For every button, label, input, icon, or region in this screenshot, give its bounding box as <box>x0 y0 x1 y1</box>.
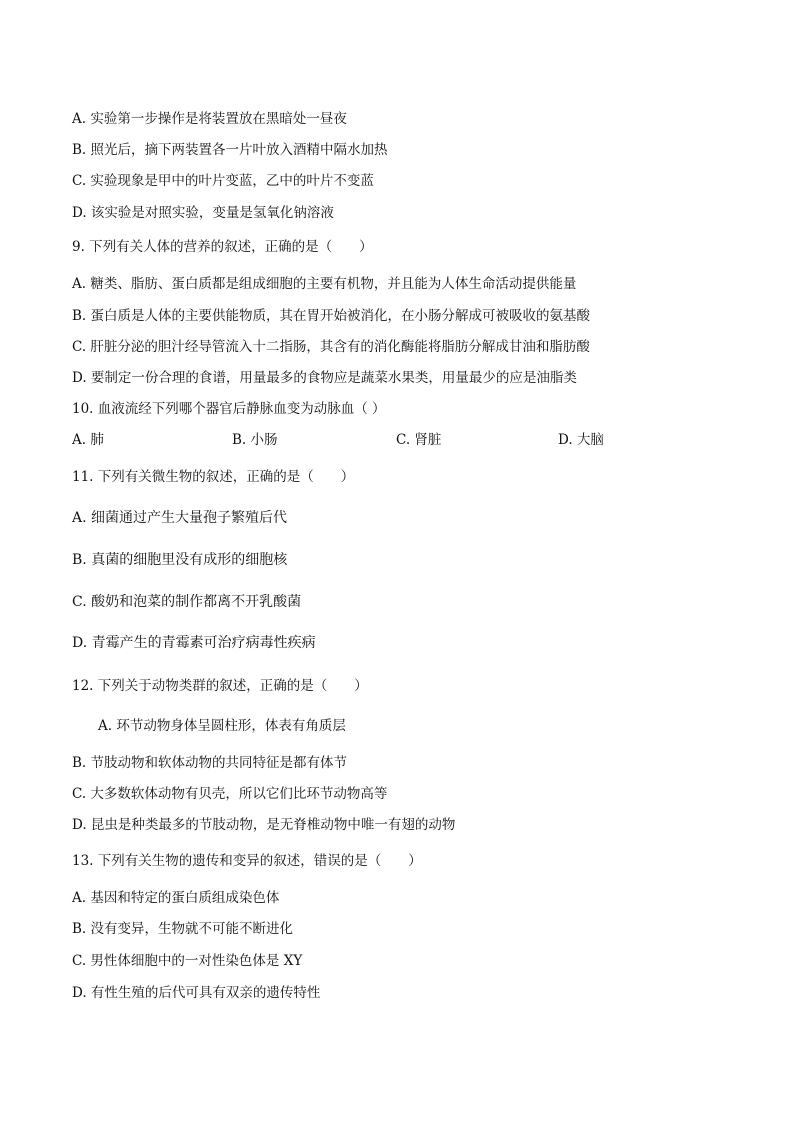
q11-option-d: D. 青霉产生的青霉素可治疗病毒性疾病 <box>72 635 316 651</box>
q10-option-c: C. 肾脏 <box>396 432 442 448</box>
q11-stem: 11. 下列有关微生物的叙述，正确的是（ ） <box>72 469 355 485</box>
q11-option-b: B. 真菌的细胞里没有成形的细胞核 <box>72 552 288 568</box>
q10-stem: 10. 血液流经下列哪个器官后静脉血变为动脉血（ ） <box>72 401 386 417</box>
q9-stem: 9. 下列有关人体的营养的叙述，正确的是（ ） <box>72 239 373 255</box>
q13-option-c: C. 男性体细胞中的一对性染色体是 XY <box>72 953 303 969</box>
q10-option-d: D. 大脑 <box>558 432 604 448</box>
q9-option-d: D. 要制定一份合理的食谱，用量最多的食物应是蔬菜水果类，用量最少的应是油脂类 <box>72 370 577 386</box>
q12-option-c: C. 大多数软体动物有贝壳，所以它们比环节动物高等 <box>72 786 388 802</box>
q11-option-a: A. 细菌通过产生大量孢子繁殖后代 <box>72 510 288 526</box>
q10-option-a: A. 肺 <box>72 432 104 448</box>
q13-option-d: D. 有性生殖的后代可具有双亲的遗传特性 <box>72 985 321 1001</box>
q12-option-b: B. 节肢动物和软体动物的共同特征是都有体节 <box>72 755 348 771</box>
q10-options-row <box>72 431 732 449</box>
q13-stem: 13. 下列有关生物的遗传和变异的叙述，错误的是（ ） <box>72 853 422 869</box>
q8-option-a: A. 实验第一步操作是将装置放在黑暗处一昼夜 <box>72 111 347 127</box>
q12-option-d: D. 昆虫是种类最多的节肢动物，是无脊椎动物中唯一有翅的动物 <box>72 817 456 833</box>
q13-option-b: B. 没有变异，生物就不可能不断进化 <box>72 921 294 937</box>
q13-option-a: A. 基因和特定的蛋白质组成染色体 <box>72 890 280 906</box>
q10-option-b: B. 小肠 <box>232 432 278 448</box>
q9-option-a: A. 糖类、脂肪、蛋白质都是组成细胞的主要有机物，并且能为人体生命活动提供能量 <box>72 276 577 292</box>
q12-stem: 12. 下列关于动物类群的叙述，正确的是（ ） <box>72 678 368 694</box>
q8-option-d: D. 该实验是对照实验，变量是氢氧化钠溶液 <box>72 205 334 221</box>
q9-option-c: C. 肝脏分泌的胆汁经导管流入十二指肠，其含有的消化酶能将脂肪分解成甘油和脂肪酸 <box>72 339 590 355</box>
q8-option-b: B. 照光后，摘下两装置各一片叶放入酒精中隔水加热 <box>72 142 388 158</box>
q9-option-b: B. 蛋白质是人体的主要供能物质，其在胃开始被消化，在小肠分解成可被吸收的氨基酸 <box>72 308 591 324</box>
q11-option-c: C. 酸奶和泡菜的制作都离不开乳酸菌 <box>72 594 302 610</box>
q8-option-c: C. 实验现象是甲中的叶片变蓝，乙中的叶片不变蓝 <box>72 173 374 189</box>
q12-option-a: A. 环节动物身体呈圆柱形，体表有角质层 <box>98 718 346 734</box>
